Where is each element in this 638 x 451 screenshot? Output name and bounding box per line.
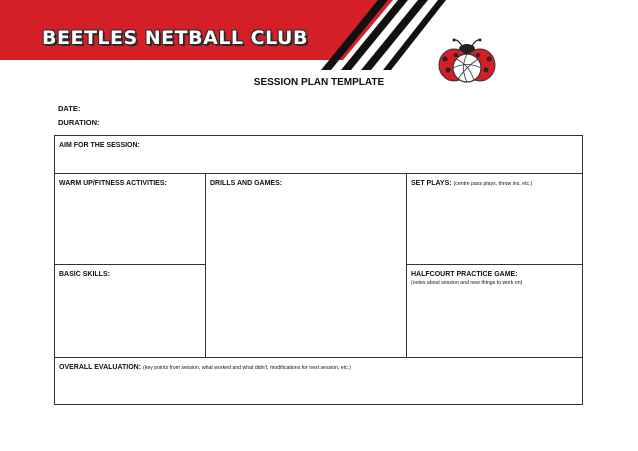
document-title: SESSION PLAN TEMPLATE <box>253 77 385 88</box>
set-plays-note: (centre pass plays, throw ins, etc.) <box>453 181 533 187</box>
halfcourt-section[interactable] <box>407 265 582 357</box>
evaluation-label: OVERALL EVALUATION: <box>59 364 142 371</box>
aim-label: AIM FOR THE SESSION: <box>59 142 140 149</box>
basic-skills-section[interactable] <box>55 265 205 357</box>
set-plays-label: SET PLAYS: <box>411 180 452 187</box>
club-name: BEETLES NETBALL CLUB <box>42 27 308 49</box>
halfcourt-note: (notes about session and new things to work on) <box>411 280 523 286</box>
drills-label: DRILLS AND GAMES: <box>210 180 283 187</box>
warmup-section[interactable] <box>55 174 205 264</box>
evaluation-section[interactable] <box>55 358 582 404</box>
header-banner <box>0 0 638 70</box>
drills-section[interactable] <box>206 174 406 357</box>
session-plan-grid <box>54 135 583 405</box>
evaluation-note: (key points from session, what worked and what didn't, modifications for next session, etc.) <box>143 365 352 371</box>
warmup-label: WARM UP/FITNESS ACTIVITIES: <box>59 180 167 187</box>
duration-label: DURATION: <box>58 118 100 127</box>
set-plays-section[interactable] <box>407 174 582 264</box>
banner-white-edge <box>0 60 343 68</box>
aim-section[interactable] <box>55 136 582 173</box>
basic-skills-label: BASIC SKILLS: <box>59 271 110 278</box>
date-label: DATE: <box>58 104 81 113</box>
halfcourt-label: HALFCOURT PRACTICE GAME: <box>411 271 518 278</box>
